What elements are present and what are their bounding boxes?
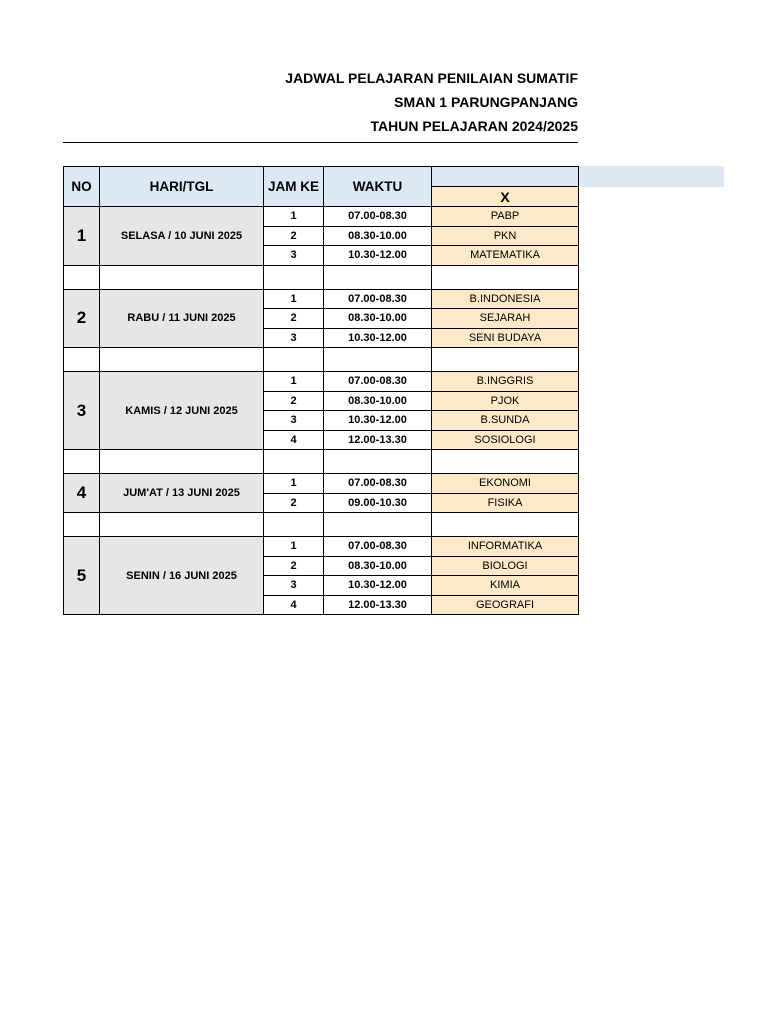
day-date: SENIN / 16 JUNI 2025 xyxy=(100,537,264,615)
session-number: 3 xyxy=(264,246,324,266)
session-number: 2 xyxy=(264,391,324,411)
spacer-cell xyxy=(324,265,432,289)
class-group-header xyxy=(432,167,579,187)
session-time: 10.30-12.00 xyxy=(324,411,432,431)
document-title xyxy=(200,70,578,94)
subject-cell: B.INDONESIA xyxy=(432,289,579,309)
subject-cell: B.SUNDA xyxy=(432,411,579,431)
session-number: 1 xyxy=(264,372,324,392)
session-time: 10.30-12.00 xyxy=(324,246,432,266)
session-time: 07.00-08.30 xyxy=(324,474,432,494)
session-number: 1 xyxy=(264,207,324,227)
col-no-header: NO xyxy=(64,167,100,207)
session-time: 10.30-12.00 xyxy=(324,576,432,596)
subject-cell: SENI BUDAYA xyxy=(432,328,579,348)
spacer-cell xyxy=(432,348,579,372)
subject-cell: MATEMATIKA xyxy=(432,246,579,266)
schedule-row xyxy=(64,537,579,557)
day-date: SELASA / 10 JUNI 2025 xyxy=(100,207,264,266)
spacer-cell xyxy=(100,513,264,537)
session-time: 07.00-08.30 xyxy=(324,289,432,309)
spacer-cell xyxy=(64,348,100,372)
schedule-body xyxy=(64,167,579,615)
spacer-cell xyxy=(432,450,579,474)
header-divider xyxy=(63,142,578,143)
session-time: 10.30-12.00 xyxy=(324,328,432,348)
subject-cell: FISIKA xyxy=(432,493,579,513)
subject-cell: BIOLOGI xyxy=(432,556,579,576)
session-number: 1 xyxy=(264,289,324,309)
day-number: 1 xyxy=(64,207,100,266)
session-number: 2 xyxy=(264,556,324,576)
spacer-row xyxy=(64,265,579,289)
col-jam-header: JAM KE xyxy=(264,167,324,207)
subject-cell: SEJARAH xyxy=(432,309,579,329)
day-date: KAMIS / 12 JUNI 2025 xyxy=(100,372,264,450)
spacer-cell xyxy=(100,348,264,372)
schedule-row xyxy=(64,289,579,309)
spacer-cell xyxy=(432,513,579,537)
spacer-cell xyxy=(264,450,324,474)
subject-cell: INFORMATIKA xyxy=(432,537,579,557)
subject-cell: PJOK xyxy=(432,391,579,411)
day-number: 2 xyxy=(64,289,100,348)
schedule-row xyxy=(64,372,579,392)
day-number: 5 xyxy=(64,537,100,615)
subject-cell: PABP xyxy=(432,207,579,227)
spacer-cell xyxy=(264,348,324,372)
spacer-cell xyxy=(64,513,100,537)
session-number: 3 xyxy=(264,328,324,348)
spacer-cell xyxy=(100,265,264,289)
session-time: 09.00-10.30 xyxy=(324,493,432,513)
spacer-cell xyxy=(324,513,432,537)
header-band-extension xyxy=(578,166,724,187)
header-row xyxy=(64,167,579,187)
spacer-cell xyxy=(264,513,324,537)
session-time: 07.00-08.30 xyxy=(324,372,432,392)
subject-cell: PKN xyxy=(432,226,579,246)
school-name xyxy=(200,94,578,118)
session-number: 1 xyxy=(264,537,324,557)
spacer-row xyxy=(64,513,579,537)
spacer-row xyxy=(64,348,579,372)
session-time: 08.30-10.00 xyxy=(324,226,432,246)
session-number: 3 xyxy=(264,411,324,431)
session-number: 4 xyxy=(264,595,324,615)
subject-cell: EKONOMI xyxy=(432,474,579,494)
session-number: 2 xyxy=(264,309,324,329)
col-waktu-header: WAKTU xyxy=(324,167,432,207)
subject-cell: KIMIA xyxy=(432,576,579,596)
academic-year-text: TAHUN PELAJARAN 2024/2025 xyxy=(370,118,578,134)
session-time: 08.30-10.00 xyxy=(324,391,432,411)
day-date: JUM'AT / 13 JUNI 2025 xyxy=(100,474,264,513)
spacer-cell xyxy=(264,265,324,289)
spacer-cell xyxy=(324,348,432,372)
schedule-row xyxy=(64,474,579,494)
day-date: RABU / 11 JUNI 2025 xyxy=(100,289,264,348)
title-text: JADWAL PELAJARAN PENILAIAN SUMATIF xyxy=(285,70,578,86)
session-time: 12.00-13.30 xyxy=(324,430,432,450)
col-class-header: X xyxy=(432,187,579,207)
spacer-cell xyxy=(64,450,100,474)
session-number: 3 xyxy=(264,576,324,596)
subject-cell: SOSIOLOGI xyxy=(432,430,579,450)
spacer-cell xyxy=(64,265,100,289)
schedule-row xyxy=(64,207,579,227)
session-time: 08.30-10.00 xyxy=(324,309,432,329)
spacer-row xyxy=(64,450,579,474)
session-time: 12.00-13.30 xyxy=(324,595,432,615)
schedule-table xyxy=(63,166,579,615)
subject-cell: B.INGGRIS xyxy=(432,372,579,392)
day-number: 3 xyxy=(64,372,100,450)
academic-year xyxy=(200,118,578,142)
session-number: 1 xyxy=(264,474,324,494)
day-number: 4 xyxy=(64,474,100,513)
session-time: 07.00-08.30 xyxy=(324,537,432,557)
session-time: 07.00-08.30 xyxy=(324,207,432,227)
session-number: 4 xyxy=(264,430,324,450)
col-day-header: HARI/TGL xyxy=(100,167,264,207)
spacer-cell xyxy=(100,450,264,474)
subject-cell: GEOGRAFI xyxy=(432,595,579,615)
school-name-text: SMAN 1 PARUNGPANJANG xyxy=(394,94,578,110)
session-time: 08.30-10.00 xyxy=(324,556,432,576)
spacer-cell xyxy=(324,450,432,474)
session-number: 2 xyxy=(264,493,324,513)
spacer-cell xyxy=(432,265,579,289)
session-number: 2 xyxy=(264,226,324,246)
